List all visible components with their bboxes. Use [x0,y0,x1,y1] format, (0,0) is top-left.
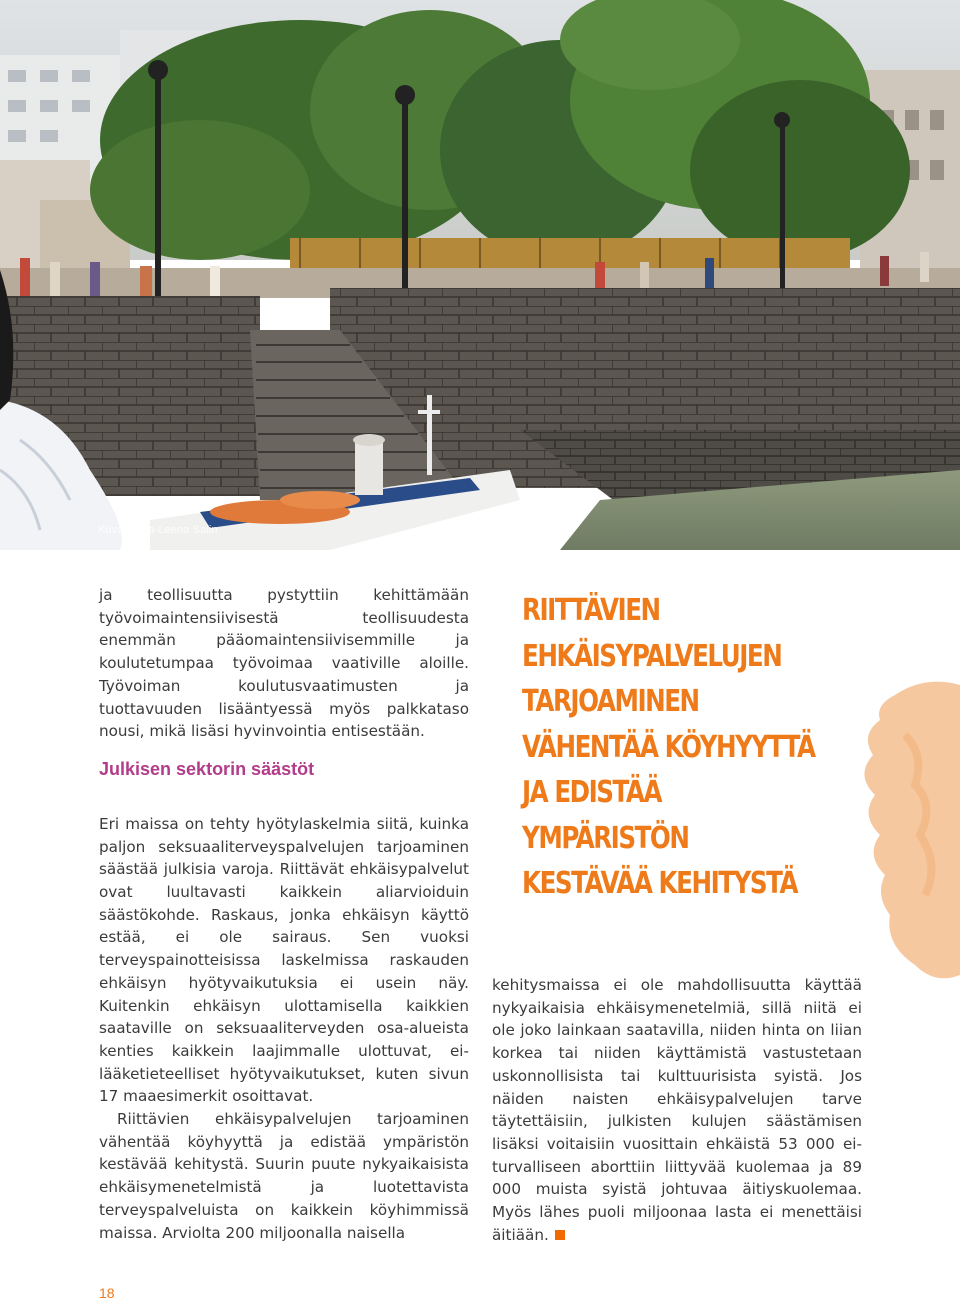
harbor-photo [0,0,960,550]
pull-quote-headline: RIITTÄVIEN EHKÄISYPALVELUJEN TARJOAMINEN VÄHENTÄÄ KÖYHYYTTÄ JA EDISTÄÄ YMPÄRISTÖN KESTÄVÄÄ KEHITYSTÄ [522,593,815,901]
left-text-column [99,584,469,1244]
body-paragraph: ja teollisuutta pystyttiin kehittämään työvoimaintensiivisestä teollisuudesta enemmän pääomaintensiivisemmille ja koulutetumpaa työvoimaa vaativille aloille. Työvoiman koulutusvaatimusten ja tuottavuuden lisääntyessä myös palkkataso nousi, mikä lisäsi hyvinvointia entisestään. [99,586,469,741]
section-subheading: Julkisen sektorin säästöt [99,758,315,779]
decorative-splash [855,675,960,985]
end-of-article-mark [555,1230,565,1240]
photo-credit: Kuva:Marja-Leena Salin [98,524,218,536]
right-text-column [492,974,862,1246]
body-paragraph: Eri maissa on tehty hyötylaskelmia siitä, kuinka paljon seksuaaliterveyspalvelujen tarjoaminen säästää julkisia varoja. Riittävät ehkäisypalvelut ovat luultavasti kaikkein aliarvioiduin säästökohde. Raskaus, jonka ehkäisyn käyttö estää, ei ole sairaus. Sen vuoksi terveyspainotteisissa laskelmissa raskauden ehkäisyn hyötyvaikutuksia ei usein näy. Kuitenkin ehkäisyn ulottamisella kaikkien saataville on seksuaaliterveyden osa-alueista kenties kaikkein laajimmalle ulottuvat, ei-lääketieteelliset hyötyvaikutukset, kuten sivun 17 maaesimerkit osoittavat. [99,814,469,1106]
body-paragraph: Riittävien ehkäisypalvelujen tarjoaminen vähentää köyhyyttä ja edistää ympäristön kestävää kehitystä. Suurin puute nykyaikaisista ehkäisymenetelmistä ja luotettavista terveyspalveluista on kaikkein köyhimmissä maissa. Arviolta 200 miljoonalla naisella [99,1110,469,1242]
page-number: 18 [99,1285,115,1301]
body-paragraph [492,974,862,1246]
body-paragraph-text: kehitysmaissa ei ole mahdollisuutta käyttää nykyaikaisia ehkäisymenetelmiä, sillä niitä ei ole joko lainkaan saatavilla, niiden hinta on liian korkea tai niiden käyttämistä vastustetaan uskonnollisista tai kulttuurisista syistä. Jos näiden naisten ehkäisypalvelujen tarve täytettäisiin, julkisten kulujen säästämisen lisäksi voitaisiin vuosittain ehkäistä 53 000 ei-turvalliseen aborttiin liittyvää kuolemaa ja 89 000 muista syistä johtuvaa äitiyskuolemaa. Myös lähes puoli miljoonaa lasta ei menettäisi äitiään. [492,976,862,1244]
